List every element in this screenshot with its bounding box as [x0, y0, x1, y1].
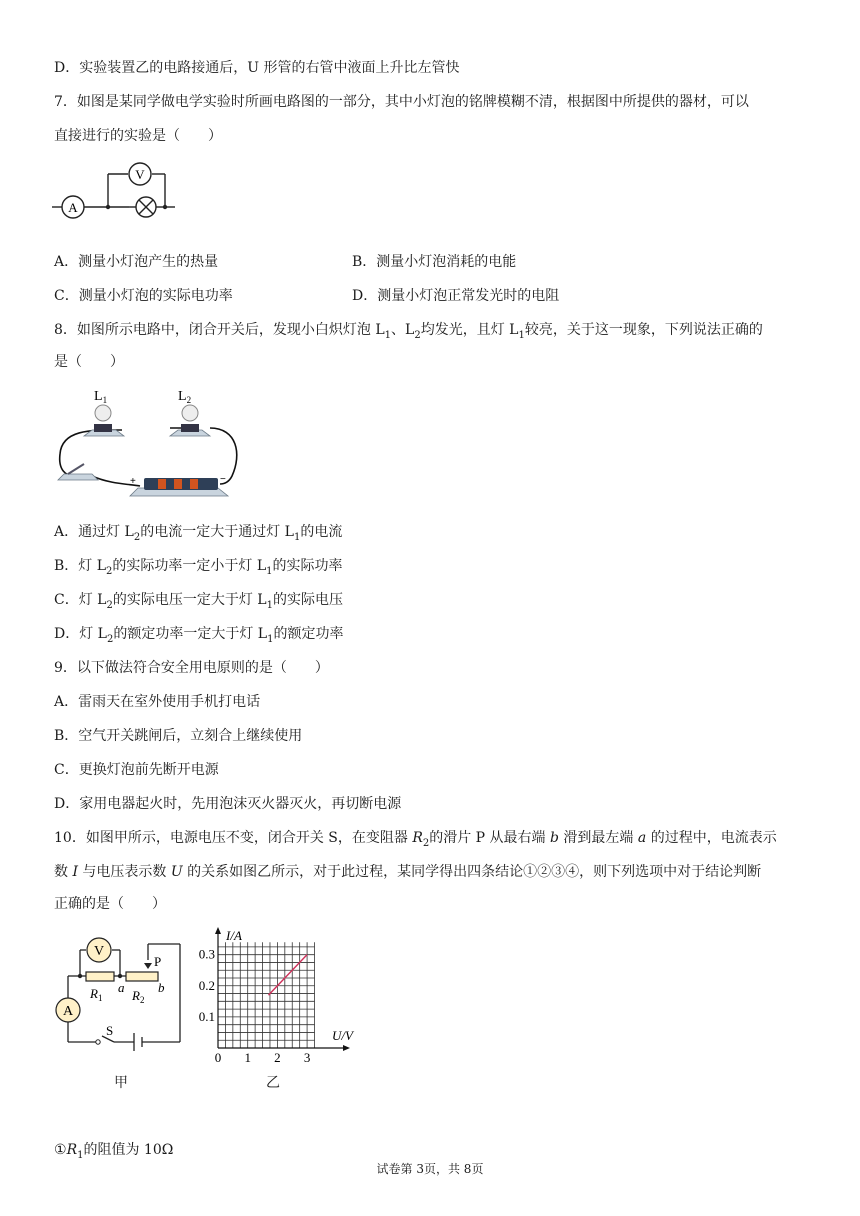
q10-stem-line1: 10．如图甲所示，电源电压不变，闭合开关 S，在变阻器 $R_2$的滑片 P 从最右端 b 滑到最左端 a 的过程中，电流表示: [54, 830, 777, 849]
conclusion-1: $①R_1$的阻值为 10Ω: [54, 1142, 174, 1161]
slider-p-label: P: [154, 954, 162, 969]
x-axis-label: U/V: [332, 1028, 353, 1043]
q10-stem-line2: 数 I 与电压表示数 U 的关系如图乙所示，对于此过程，某同学得出四条结论①②③④，则下列选项中对于结论判断: [54, 864, 762, 880]
q7-stem-line1: 7．如图是某同学做电学实验时所画电路图的一部分，其中小灯泡的铭牌模糊不清，根据图中所提供的器材，可以: [54, 94, 749, 110]
r1-label: $R_1$: [90, 986, 103, 1003]
switch-s-label: S: [106, 1023, 114, 1038]
q7-option-b: B．测量小灯泡消耗的电能: [352, 254, 517, 270]
y-tick-label: 0.2: [198, 977, 215, 993]
data-series-line: [268, 955, 307, 995]
q7-option-c: C．测量小灯泡的实际电功率: [54, 288, 233, 304]
q9-stem: 9．以下做法符合安全用电原则的是（ ）: [54, 660, 329, 676]
ammeter-symbol: A: [68, 200, 78, 215]
q8-option-d: D．灯 $L_2$的额定功率一定大于灯 $L_1$的额定功率: [54, 626, 344, 645]
terminal-a-label: a: [118, 980, 125, 995]
ammeter-symbol: A: [62, 1004, 74, 1019]
voltmeter-symbol: V: [93, 944, 105, 959]
fig-jia-caption: 甲: [114, 1075, 128, 1091]
chart-ticks: [199, 947, 311, 1064]
x-tick-label: 1: [244, 1050, 251, 1064]
q8-option-b: B．灯 $L_2$的实际功率一定小于灯 $L_1$的实际功率: [54, 558, 343, 577]
q10-stem-line3: 正确的是（ ）: [54, 896, 166, 912]
chart-series: [268, 955, 307, 995]
q9-option-c: C．更换灯泡前先断开电源: [54, 762, 219, 778]
page-footer: 试卷第 3页，共 8页: [376, 1162, 484, 1176]
battery-plus: +: [130, 476, 136, 487]
q8-circuit-figure: [52, 384, 242, 502]
q7-circuit-figure: [50, 156, 180, 222]
chart-grid: [218, 942, 315, 1048]
y-tick-label: 0.1: [198, 1008, 215, 1024]
y-axis-label: I/A: [226, 928, 242, 943]
q7-stem-line2: 直接进行的实验是（ ）: [54, 128, 222, 144]
battery-minus: −: [220, 474, 226, 485]
x-axis-arrow: [343, 1045, 350, 1051]
q9-option-b: B．空气开关跳闸后，立刻合上继续使用: [54, 728, 303, 744]
q10-circuit-figure: [52, 932, 192, 1052]
x-tick-label: 3: [303, 1050, 311, 1064]
q8-stem-line1: 8．如图所示电路中，闭合开关后，发现小白炽灯泡 $L_1$、$L_2$均发光，且灯 $L_1$较亮，关于这一现象，下列说法正确的: [54, 322, 763, 341]
x-tick-label: 2: [274, 1050, 281, 1064]
q9-option-a: A．雷雨天在室外使用手机打电话: [54, 694, 261, 710]
fig-yi-caption: 乙: [266, 1075, 280, 1091]
x-tick-label: 0: [214, 1050, 222, 1064]
q8-stem-line2: 是（ ）: [54, 354, 124, 370]
q6-option-d: D．实验装置乙的电路接通后，U 形管的右管中液面上升比左管快: [54, 60, 460, 76]
r2-label: $R_2$: [132, 988, 145, 1005]
y-tick-label: 0.3: [198, 946, 215, 962]
q7-option-a: A．测量小灯泡产生的热量: [54, 254, 219, 270]
q7-option-d: D．测量小灯泡正常发光时的电阻: [352, 288, 560, 304]
q10-iu-graph: [196, 924, 364, 1064]
l2-label: $L_2$: [178, 389, 192, 405]
voltmeter-symbol: V: [135, 167, 145, 182]
q9-option-d: D．家用电器起火时，先用泡沫灭火器灭火，再切断电源: [54, 796, 402, 812]
l1-label: $L_1$: [94, 389, 108, 405]
y-axis-arrow: [215, 927, 221, 934]
terminal-b-label: b: [158, 980, 165, 995]
q8-option-c: C．灯 $L_2$的实际电压一定大于灯 $L_1$的实际电压: [54, 592, 343, 611]
q8-option-a: A．通过灯 $L_2$的电流一定大于通过灯 $L_1$的电流: [54, 524, 343, 543]
